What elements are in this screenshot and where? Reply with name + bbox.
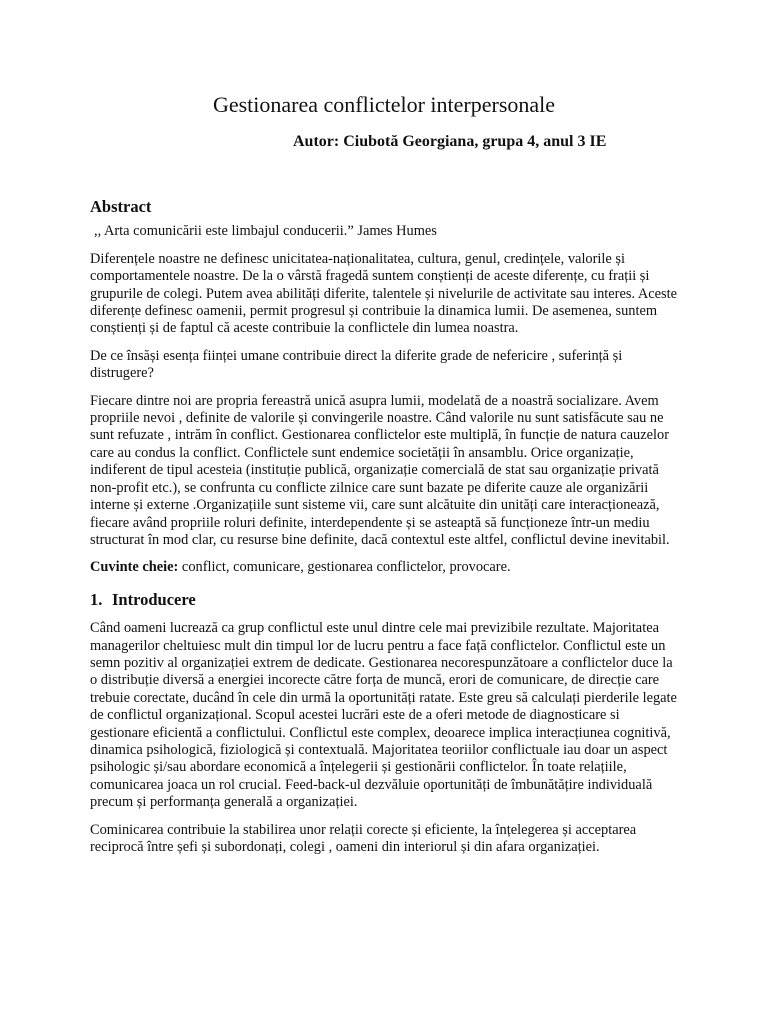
keywords-list: conflict, comunicare, gestionarea conflictelor, provocare. [178,559,511,576]
paper-title: Gestionarea conflictelor interpersonale [212,92,556,117]
paper-body [90,198,680,866]
abstract-quote: ,, Arta comunicării este limbajul conducerii.” James Humes [94,223,437,240]
abstract-heading: Abstract [90,197,152,216]
abstract-paragraph-3: Fiecare dintre noi are propria fereastră unică asupra lumii, modelată de a noastră socializare. Avem propriile nevoi , definite de valorile și convingerile noastre. Când valorile nu sunt satisfăcute sau ne sunt refuzate , intrăm în conflict. Gestionarea conflictelor este multiplă, în funcție de natura cauzelor care au condus la conflict. Conflictele sunt endemice societății în ansamblu. Orice organizație, indiferent de tipul acesteia (instituție publică, organizație comercială de stat sau organizație privată non-profit etc.), se confrunta cu conflicte zilnice care sunt bazate pe diferite cauze ale organizării interne și externe .Organizațiile sunt sisteme vii, care sunt alcătuite din unități care interacționează, fiecare având propriile roluri definite, interdependente și se asteaptă să funcționeze într-un mediu structurat în mod clar, cu resurse bine definite, dacă contextul este altfel, conflictul devine inevitabil. [90,392,670,548]
intro-paragraph-1: Când oameni lucrează ca grup conflictul este unul dintre cele mai previzibile rezultate. Majoritatea managerilor cheltuiesc mult din timpul lor de lucru pentru a face față conflictelor. Conflictul este un semn pozitiv al organizației extrem de dedicate. Gestionarea necorespunzătoare a conflictelor duce la o distribuție diversă a energiei incorecte către forța de muncă, erori de comunicare, de direcție care trebuie corectate, ducând în cele din urmă la oportunități ratate. Este greu să calculați pierderile legate de conflictul organizațional. Scopul acestei lucrări este de a oferi metode de diagnosticare si gestionare eficientă a conflictului. Conflictul este complex, deoarece implica interacțiunea cognitivă, dinamica psihologică, fiziologică și contextuală. Majoritatea teoriilor conflictuale iau doar un aspect psihologic și/sau abordare economică a înțelegerii și gestionării conflictelor. În toate relațiile, comunicarea joaca un rol crucial. Feed-back-ul dezvăluie oportunități de îmbunătățire individuală precum și performanța generală a organizației. [90,620,677,811]
keywords-label: Cuvinte cheie: [90,559,179,576]
section-number: 1. [90,589,103,609]
keywords-line [90,559,680,576]
intro-paragraph-2: Cominicarea contribuie la stabilirea unor relații corecte și eficiente, la înțelegerea și acceptarea reciprocă între șefi și subordonați, colegi , oameni din interiorul și din afara organizației. [90,821,637,855]
abstract-paragraph-2: De ce însăși esența ființei umane contribuie direct la diferite grade de nefericire , suferință și distrugere? [90,347,623,382]
paper-author: Autor: Ciubotă Georgiana, grupa 4, anul 3 IE [293,133,607,150]
abstract-paragraph-1: Diferențele noastre ne definesc unicitatea-naționalitatea, cultura, genul, credințele, valorile și comportamentele noastre. De la o vârstă fragedă suntem conștienți de aceste diferențe, cu frații și grupurile de colegi. Putem avea abilități diferite, talentele și nivelurile de activitate sau interes. Aceste diferențe definesc oamenii, permit progresul și contribuie la dinamica lumii. De asemenea, suntem conștienți și de faptul că aceste contribuie la conflictele din lumea noastra. [90,250,677,337]
section-title: Introducere [112,589,196,609]
section-heading-introduction [90,591,680,608]
